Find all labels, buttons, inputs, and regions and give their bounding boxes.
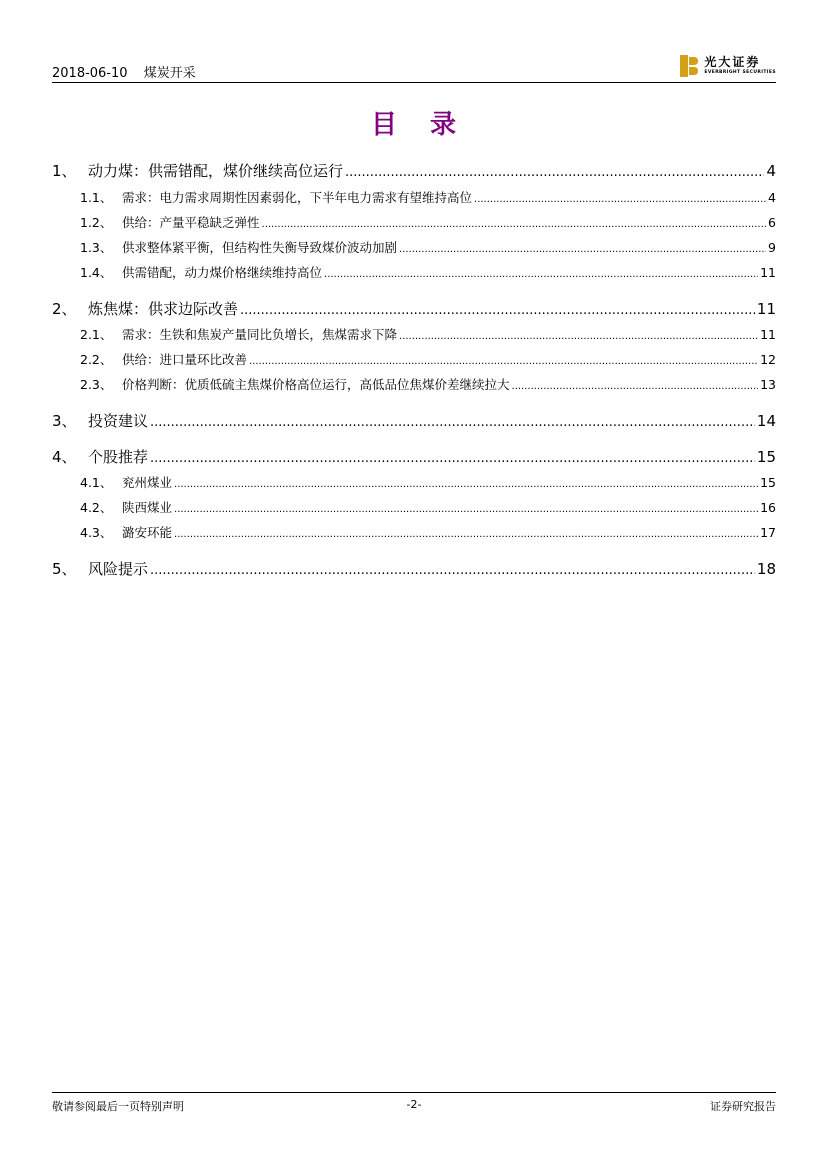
toc-entry[interactable]: [52, 350, 776, 368]
toc-entry-text: 投资建议: [88, 412, 149, 430]
toc-entry-number: 4.1、: [80, 475, 113, 490]
toc-dot-leader: [474, 194, 766, 205]
toc-entry-text: 陕西煤业: [122, 500, 173, 515]
toc-entry-number: 2、: [52, 300, 77, 318]
toc-entry-text: 供求整体紧平衡，但结构性失衡导致煤价波动加剧: [122, 240, 398, 255]
toc-entry[interactable]: [52, 238, 776, 256]
toc-entry-number: 1.1、: [80, 190, 113, 205]
toc-dot-leader: [262, 219, 767, 230]
toc-entry-page: 15: [760, 475, 776, 490]
toc-dot-leader: [399, 244, 766, 255]
toc-entry-text: 风险提示: [88, 560, 149, 578]
toc-entry-number: 1.2、: [80, 215, 113, 230]
toc-entry[interactable]: [52, 375, 776, 393]
toc-dot-leader: [324, 269, 758, 280]
toc-entry-text: 炼焦煤：供求边际改善: [88, 300, 239, 318]
toc-entry-page: 11: [760, 265, 776, 280]
toc-title: 目 录: [370, 110, 469, 140]
toc-dot-leader: [512, 381, 759, 392]
toc-entry-page: 17: [760, 525, 776, 540]
page-number: -2-: [406, 1098, 422, 1111]
logo-name-cn: 光大证券: [704, 55, 761, 70]
toc-entry-text: 需求：生铁和焦炭产量同比负增长，焦煤需求下降: [122, 327, 398, 342]
header-divider: [52, 82, 776, 83]
toc-entry-text: 供给：产量平稳缺乏弹性: [122, 215, 260, 230]
toc-entry-number: 1.4、: [80, 265, 113, 280]
toc-entry-number: 2.2、: [80, 352, 113, 367]
toc-entry-number: 2.1、: [80, 327, 113, 342]
toc-entry[interactable]: [52, 558, 776, 579]
toc-entry-number: 2.3、: [80, 377, 113, 392]
toc-entry-page: 4: [766, 162, 776, 180]
company-logo: [680, 54, 776, 78]
toc-entry[interactable]: [52, 473, 776, 491]
toc-dot-leader: [150, 415, 755, 430]
report-type: 证券研究报告: [710, 1100, 776, 1113]
toc-dot-leader: [174, 479, 758, 490]
footer-divider: [52, 1092, 776, 1093]
toc-entry-page: 13: [760, 377, 776, 392]
toc-dot-leader: [150, 563, 755, 578]
page-header: [52, 52, 776, 82]
toc-entry-number: 1、: [52, 162, 77, 180]
toc-entry-page: 4: [768, 190, 776, 205]
toc-dot-leader: [249, 356, 758, 367]
toc-entry[interactable]: [52, 523, 776, 541]
toc-entry-text: 供需错配，动力煤价格继续维持高位: [122, 265, 323, 280]
logo-name-en: EVERBRIGHT SECURITIES: [704, 70, 776, 76]
toc-dot-leader: [345, 165, 764, 180]
toc-entry[interactable]: [52, 188, 776, 206]
toc-entry-number: 4.2、: [80, 500, 113, 515]
toc-entry[interactable]: [52, 446, 776, 467]
toc-entry-number: 1.3、: [80, 240, 113, 255]
report-category: 煤炭开采: [143, 66, 196, 81]
toc-entry[interactable]: [52, 160, 776, 181]
toc-entry-number: 3、: [52, 412, 77, 430]
toc-entry[interactable]: [52, 298, 776, 319]
toc-dot-leader: [174, 529, 758, 540]
toc-entry-number: 5、: [52, 560, 77, 578]
toc-entry[interactable]: [52, 498, 776, 516]
toc-entry-text: 价格判断：优质低硫主焦煤价格高位运行，高低品位焦煤价差继续拉大: [122, 377, 510, 392]
toc-entry[interactable]: [52, 410, 776, 431]
toc-entry-text: 兖州煤业: [122, 475, 173, 490]
toc-entry-page: 12: [760, 352, 776, 367]
toc-entry-number: 4、: [52, 448, 77, 466]
toc-entry-text: 动力煤：供需错配，煤价继续高位运行: [88, 162, 344, 180]
toc-entry-page: 15: [756, 448, 776, 466]
toc-entry-page: 14: [756, 412, 776, 430]
toc-entry-page: 11: [760, 327, 776, 342]
toc-entry-page: 16: [760, 500, 776, 515]
toc-entry-page: 6: [768, 215, 776, 230]
report-date: 2018-06-10: [52, 66, 128, 81]
toc-entry[interactable]: [52, 263, 776, 281]
disclaimer-note: 敬请参阅最后一页特别声明: [52, 1100, 184, 1113]
toc-entry-text: 需求：电力需求周期性因素弱化，下半年电力需求有望维持高位: [122, 190, 473, 205]
header-info: [52, 62, 196, 81]
toc-entry-page: 18: [756, 560, 776, 578]
toc-entry[interactable]: [52, 325, 776, 343]
toc-dot-leader: [240, 303, 755, 318]
toc-dot-leader: [174, 504, 758, 515]
toc-entry[interactable]: [52, 213, 776, 231]
toc-entry-page: 9: [768, 240, 776, 255]
toc-dot-leader: [399, 331, 758, 342]
toc-entry-number: 4.3、: [80, 525, 113, 540]
toc-dot-leader: [150, 451, 755, 466]
toc-entry-text: 个股推荐: [88, 448, 149, 466]
everbright-logo-icon: [680, 55, 698, 77]
toc-entry-text: 供给：进口量环比改善: [122, 352, 248, 367]
toc-entry-text: 潞安环能: [122, 525, 173, 540]
toc-entry-page: 11: [756, 300, 776, 318]
